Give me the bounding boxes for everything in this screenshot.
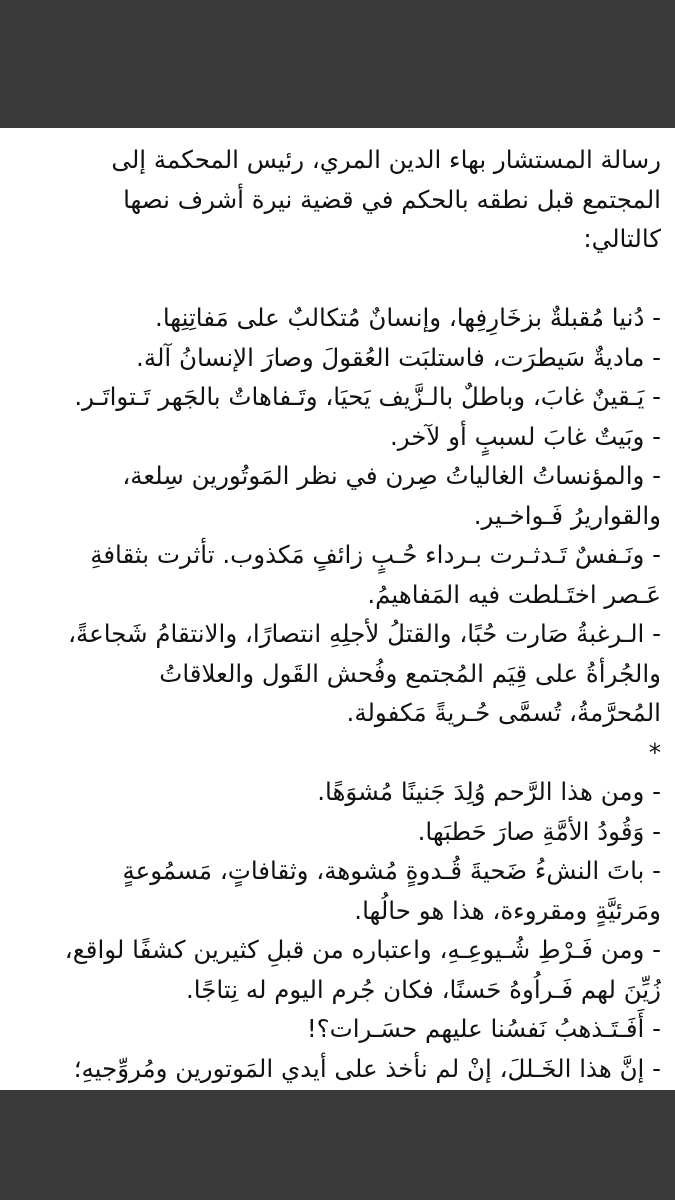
body-line: - والمؤنساتُ الغالياتُ صِرن في نظر المَوتُورين سِلعة، <box>122 461 661 490</box>
body-line: - وَقُودُ الأمَّةِ صارَ حَطبَها. <box>417 816 661 846</box>
body-line: - الـرغبةُ صَارت حُبًا، والقتلُ لأجلِهِ انتصارًا، والانتقامُ شَجاعةً، <box>68 619 661 648</box>
body-line: - ماديةٌ سَيطرَت، فاستلبَت العُقولَ وصارَ الإنسانُ آلة. <box>136 342 661 372</box>
body-line: - باتَ النشءُ ضَحيةَ قُـدوةٍ مُشوهة، وثقافاتٍ، مَسمُوعةٍ <box>122 856 661 885</box>
body-line: - دُنيا مُقبلةٌ بزخَارِفِها، وإنسانٌ مُتكالبٌ على مَفاتِنِها. <box>155 303 661 332</box>
top-dark-bar <box>0 0 675 128</box>
body-line: ومَرئيَّةٍ ومقروءة، هذا هو حالُها. <box>354 895 661 925</box>
body-line: - ومن هذا الرَّحم وُلِدَ جَنينًا مُشوَهًا. <box>317 777 661 806</box>
body-line: عَـصر اختَـلطت فيه المَفاهيمُ. <box>367 579 661 609</box>
body-line: المُحرَّمةُ، تُسمَّى حُـريةً مَكفولة. <box>346 698 661 727</box>
body-line: - ونَـفسٌ تَـدثـرت بـرداء حُـبٍ زائفٍ مَكذوب. تأثرت بثقافةِ <box>90 540 661 569</box>
title-line: كالتالي: <box>583 224 661 253</box>
title-line: رسالة المستشار بهاء الدين المري، رئيس المحكمة إلى <box>111 145 661 174</box>
body-line: - أَفَـتَـذهبُ نَفسُنا عليهم حسَـرات؟! <box>306 1014 661 1043</box>
bottom-dark-bar <box>0 1090 675 1200</box>
separator-asterisk: * <box>648 737 661 767</box>
body-line: والجُرأةُ على قِيَم المُجتمع وفُحش القَول والعلاقاتُ <box>159 658 661 688</box>
body-line: - يَـقينٌ غابَ، وباطلٌ بالـزَّيف يَحيَا، وتَـفاهاتٌ بالجَهر تَـتواتَـر. <box>74 382 661 411</box>
title-line: المجتمع قبل نطقه بالحكم في قضية نيرة أشرف نصها <box>123 184 661 214</box>
document-page <box>0 128 675 1090</box>
body-line: زُيِّنَ لهم فَـراُوهُ حَسنًا، فكان جُرم اليوم له نِتاجًا. <box>185 974 661 1004</box>
body-line: والقواريرُ فَـواخـير. <box>473 500 661 530</box>
body-line: - إنَّ هذا الخَـللَ، إنْ لم نأخذ على أيدي المَوتورين ومُروِّجيهِ؛ <box>73 1053 661 1083</box>
body-line: - وبَيتٌ غابَ لسببٍ أو لآخر. <box>389 421 661 451</box>
body-line: - ومن فَـرْطِ شُـيوعِـهِ، واعتباره من قبلِ كثيرين كشفًا لواقع، <box>64 935 661 964</box>
blank-line <box>10 259 661 299</box>
document-text <box>10 140 661 1128</box>
